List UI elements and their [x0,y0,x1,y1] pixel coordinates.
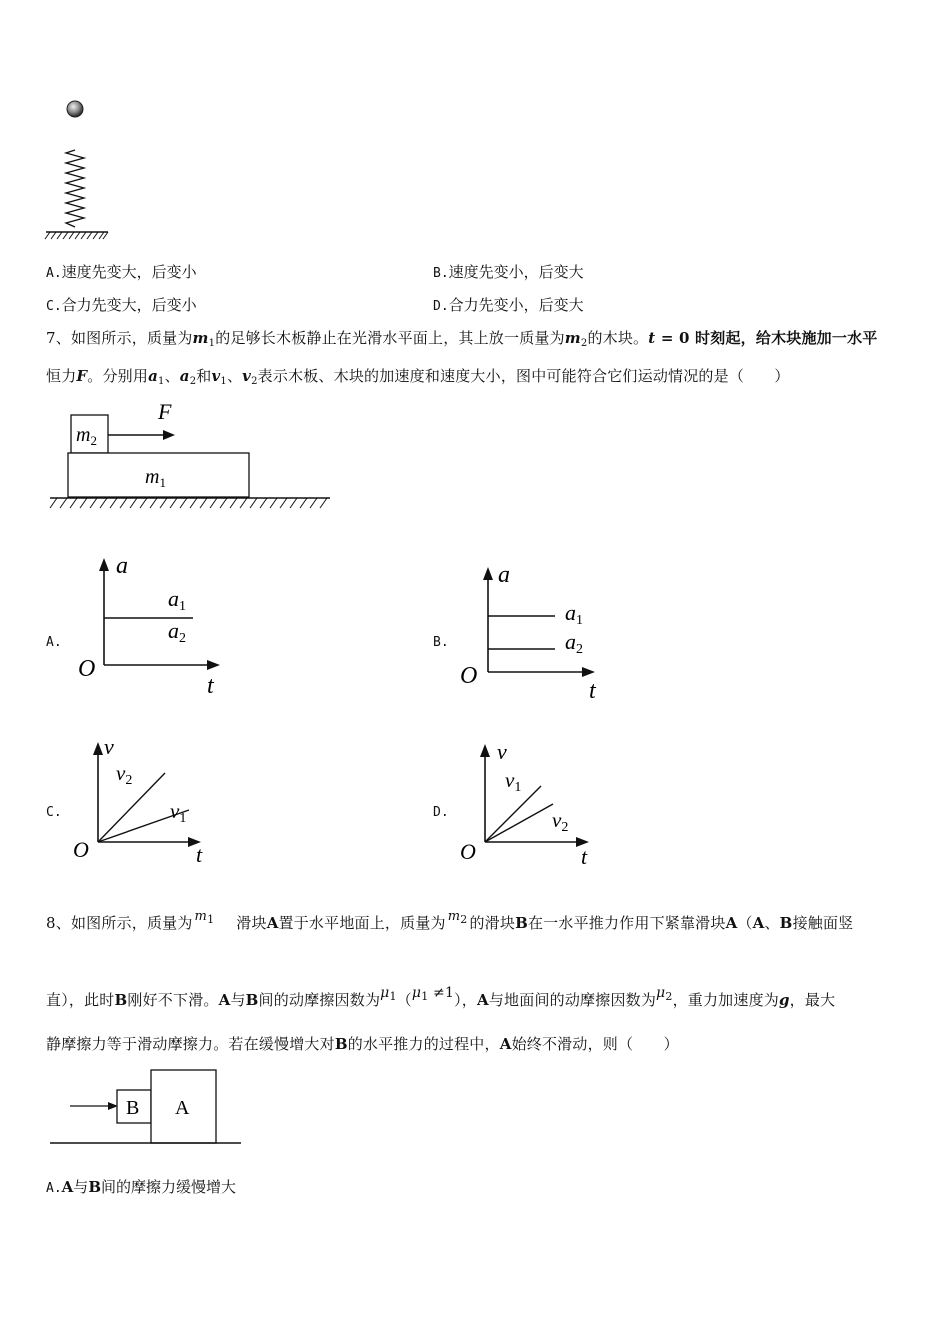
x-axis-label: t [581,844,588,869]
y-axis-arrow [480,744,490,757]
force-label: F [158,399,172,424]
q6-option-b[interactable]: B.速度先变小，后变大 [433,263,584,281]
spring [66,150,84,227]
y-axis-arrow [99,558,109,571]
q7-option-b-letter[interactable]: B. [433,635,449,650]
series-label-a1: a1 [168,586,186,614]
series-label-v1: v1 [505,768,522,795]
origin-label: O [73,837,89,862]
series-label-v1: v1 [170,799,187,826]
series-label-v2: v2 [552,808,569,835]
q7-option-c-letter[interactable]: C. [46,805,62,820]
y-axis-label: a [498,562,510,588]
y-axis-label: v [104,734,114,759]
q7-option-d-letter[interactable]: D. [433,805,449,820]
push-blocks-figure [48,1066,248,1151]
q8-stem-line1: 8、如图所示，质量为 $m_1$ 滑块A置于水平地面上，质量为 $m_2$ 的滑块B在一水平推力作用下紧靠滑块A（A、B接触面竖 [46,909,854,932]
q7-option-d-graph[interactable] [455,732,625,872]
floor-hatch [50,498,327,508]
x-axis-label: t [196,842,203,867]
y-axis-arrow [93,742,103,755]
y-axis-label: v [497,739,507,764]
force-arrow-head [163,430,175,440]
origin-label: O [78,656,96,682]
block-m2-label: $m_2$ [76,424,97,448]
series-label-a1: a1 [565,600,583,628]
q8-option-a[interactable]: A.A与B间的摩擦力缓慢增大 [46,1178,237,1196]
x-axis-arrow [207,660,220,670]
series-line-v2 [485,804,553,842]
q8-stem-line3: 静摩擦力等于滑动摩擦力。若在缓慢增大对B的水平推力的过程中，A始终不滑动，则（ ） [46,1035,679,1053]
q8-stem-line2: 直），此时B刚好不下滑。A与B间的动摩擦因数为$\mu_1(\mu_1 \ne 1)$，A与地面间的动摩擦因数为$\mu_2$，重力加速度为g，最大 [46,985,836,1009]
q6-option-d[interactable]: D.合力先变小，后变大 [433,296,584,314]
q6-option-a[interactable]: A.速度先变大，后变小 [46,263,197,281]
block-a-label: A [175,1097,190,1119]
x-axis-arrow [582,667,595,677]
y-axis-label: a [116,553,128,579]
q7-option-b-graph[interactable] [455,555,625,705]
series-label-v2: v2 [116,761,133,788]
q7-stem-line1: 7、如图所示，质量为$m_1$的足够长木板静止在光滑水平面上，其上放一质量为$m_2$的木块。t = 0 时刻起，给木块施加一水平 [46,329,878,349]
origin-label: O [460,839,476,864]
ball [67,101,83,117]
q6-option-c[interactable]: C.合力先变大，后变小 [46,296,197,314]
y-axis-arrow [483,567,493,580]
q7-option-a-graph[interactable] [70,550,240,700]
x-axis-label: t [207,673,214,699]
series-label-a2: a2 [168,618,186,646]
ball-spring-figure [40,95,120,245]
ground-hatch [45,232,108,239]
board-m1-label: $m_1$ [145,466,166,490]
x-axis-label: t [589,678,596,704]
board-block-figure [45,395,340,515]
q7-option-c-graph[interactable] [68,730,238,870]
origin-label: O [460,663,478,689]
q7-stem-line2: 恒力F。分别用$a_1$、$a_2$和$v_1$、$v_2$表示木板、木块的加速度和速度大小，图中可能符合它们运动情况的是（ ） [46,367,790,387]
series-line-v1 [485,786,541,842]
series-label-a2: a2 [565,629,583,657]
block-b-label: B [126,1097,140,1119]
q7-option-a-letter[interactable]: A. [46,635,62,650]
